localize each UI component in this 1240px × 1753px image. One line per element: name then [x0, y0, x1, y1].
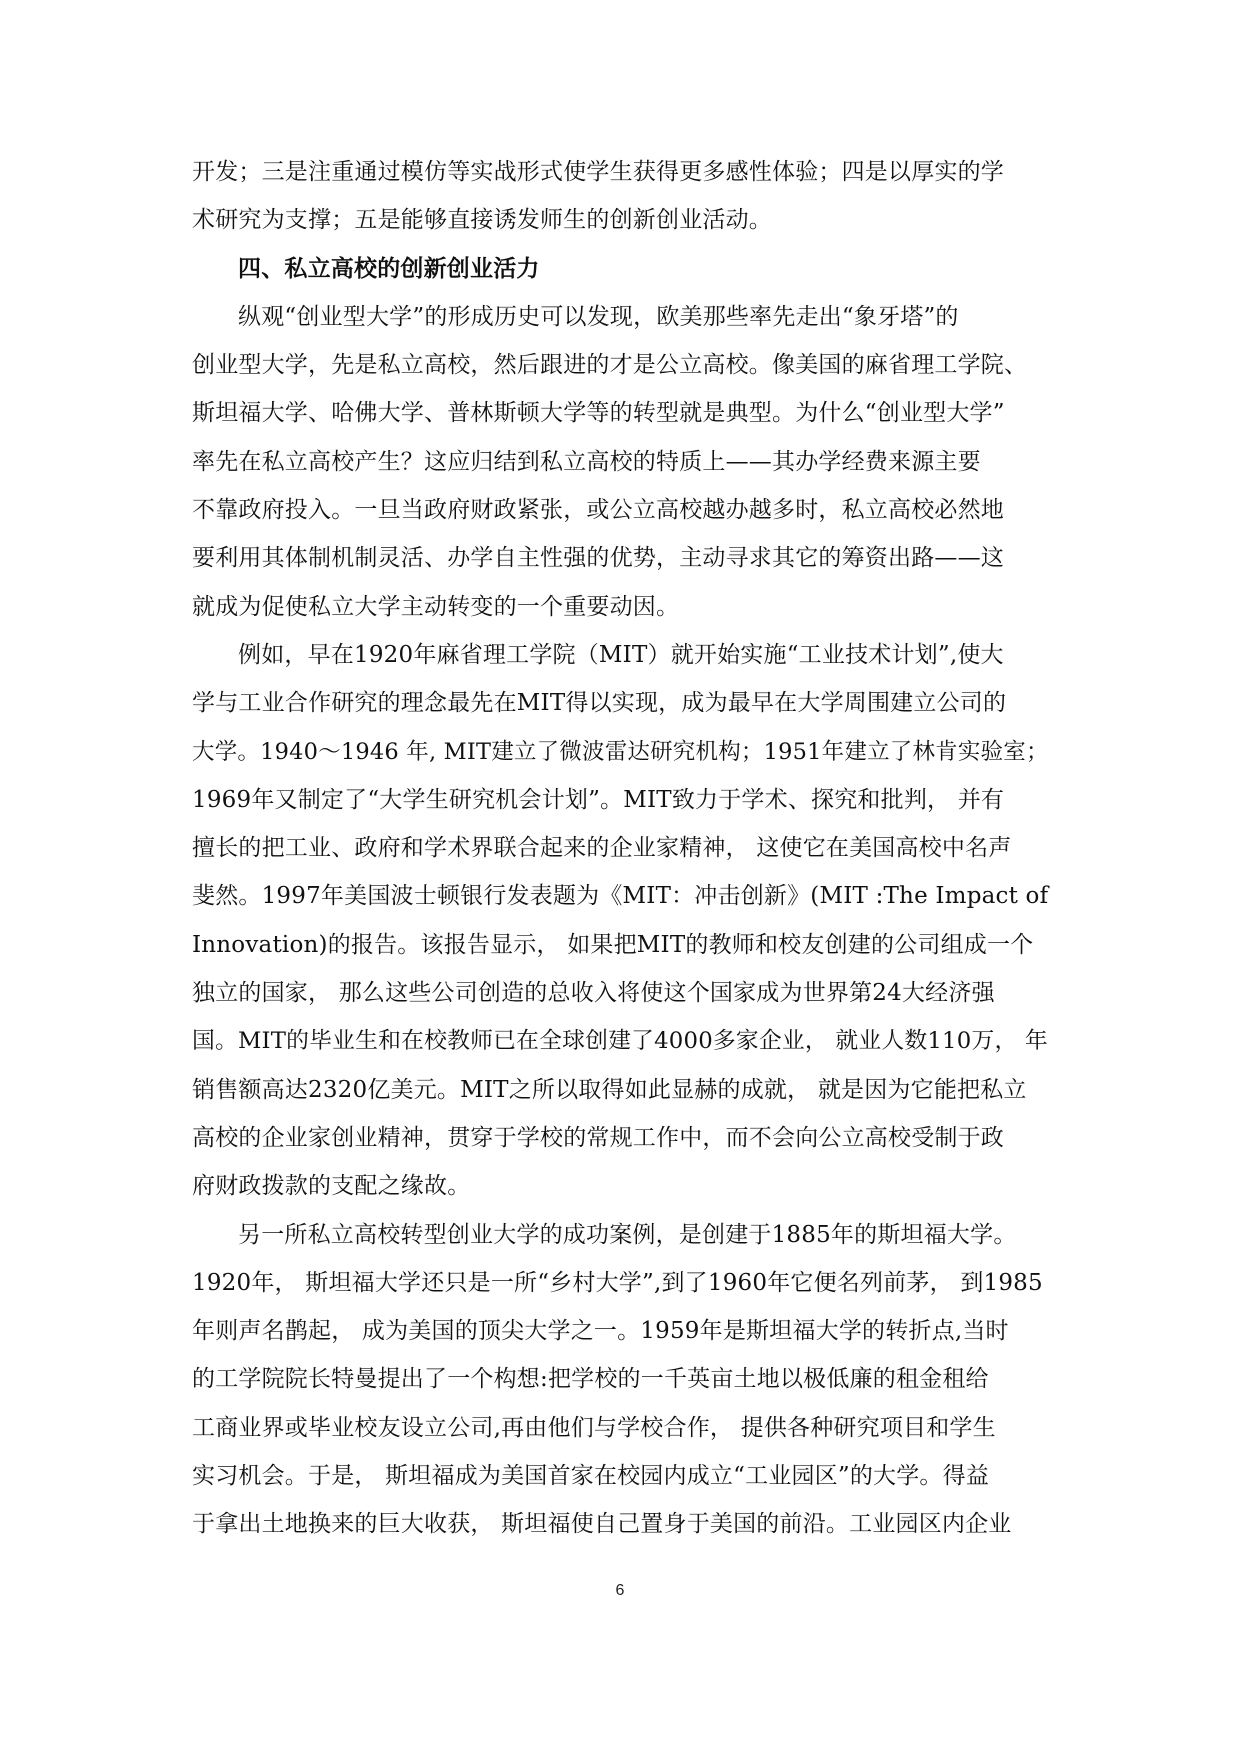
text-line: 术研究为支撑；五是能够直接诱发师生的创新创业活动。	[192, 207, 772, 234]
text-line: 要利用其体制机制灵活、办学自主性强的优势，主动寻求其它的筹资出路——这	[192, 545, 1004, 572]
text-line: 不靠政府投入。一旦当政府财政紧张，或公立高校越办越多时，私立高校必然地	[192, 497, 1004, 524]
text-line: 国。MIT的毕业生和在校教师已在全球创建了4000多家企业， 就业人数110万， 年	[192, 1028, 1048, 1055]
text-line: 高校的企业家创业精神，贯穿于学校的常规工作中，而不会向公立高校受制于政	[192, 1124, 1004, 1151]
text-line: 擅长的把工业、政府和学术界联合起来的企业家精神， 这使它在美国高校中名声	[192, 835, 1012, 862]
section-heading: 四、私立高校的创新创业活力	[238, 255, 540, 282]
text-line: 实习机会。于是， 斯坦福成为美国首家在校园内成立“工业园区”的大学。得益	[192, 1463, 990, 1490]
text-line: 的工学院院长特曼提出了一个构想:把学校的一千英亩土地以极低廉的租金租给	[192, 1366, 989, 1393]
text-line: 就成为促使私立大学主动转变的一个重要动因。	[192, 593, 680, 620]
text-line: 工商业界或毕业校友设立公司,再由他们与学校合作， 提供各种研究项目和学生	[192, 1414, 996, 1441]
text-line: 1969年又制定了“大学生研究机会计划”。MIT致力于学术、探究和批判， 并有	[192, 786, 1005, 813]
text-line: 斐然。1997年美国波士顿银行发表题为《MIT：冲击创新》(MIT :The Impact of	[192, 883, 1049, 910]
text-line: 开发；三是注重通过模仿等实战形式使学生获得更多感性体验；四是以厚实的学	[192, 159, 1004, 185]
text-line: 于拿出土地换来的巨大收获， 斯坦福使自己置身于美国的前沿。工业园区内企业	[192, 1511, 1012, 1538]
text-line: 销售额高达2320亿美元。MIT之所以取得如此显赫的成就， 就是因为它能把私立	[192, 1076, 1027, 1103]
text-line: 大学。1940～1946 年, MIT建立了微波雷达研究机构；1951年建立了林肯实验室；	[192, 738, 1049, 765]
text-line: 1920年， 斯坦福大学还只是一所“乡村大学”,到了1960年它便名列前茅， 到1985	[192, 1269, 1043, 1296]
page-number: 6	[615, 1582, 625, 1599]
text-line: 斯坦福大学、哈佛大学、普林斯顿大学等的转型就是典型。为什么“创业型大学”	[192, 400, 1005, 427]
paragraph-first-line: 另一所私立高校转型创业大学的成功案例，是创建于1885年的斯坦福大学。	[238, 1221, 1017, 1248]
text-line: 率先在私立高校产生？这应归结到私立高校的特质上——其办学经费来源主要	[192, 448, 981, 475]
text-line: 独立的国家， 那么这些公司创造的总收入将使这个国家成为世界第24大经济强	[192, 980, 995, 1007]
document-body	[192, 148, 1050, 1549]
text-line: 年则声名鹊起， 成为美国的顶尖大学之一。1959年是斯坦福大学的转折点,当时	[192, 1318, 1009, 1345]
paragraph-first-line: 纵观“创业型大学”的形成历史可以发现，欧美那些率先走出“象牙塔”的	[238, 303, 959, 330]
text-line: 府财政拨款的支配之缘故。	[192, 1173, 471, 1200]
text-line: 创业型大学，先是私立高校，然后跟进的才是公立高校。像美国的麻省理工学院、	[192, 352, 1028, 379]
paragraph-first-line: 例如，早在1920年麻省理工学院（MIT）就开始实施“工业技术计划”,使大	[238, 641, 1004, 668]
text-line: Innovation)的报告。该报告显示， 如果把MIT的教师和校友创建的公司组成一个	[192, 931, 1034, 958]
text-line: 学与工业合作研究的理念最先在MIT得以实现，成为最早在大学周围建立公司的	[192, 690, 1007, 717]
